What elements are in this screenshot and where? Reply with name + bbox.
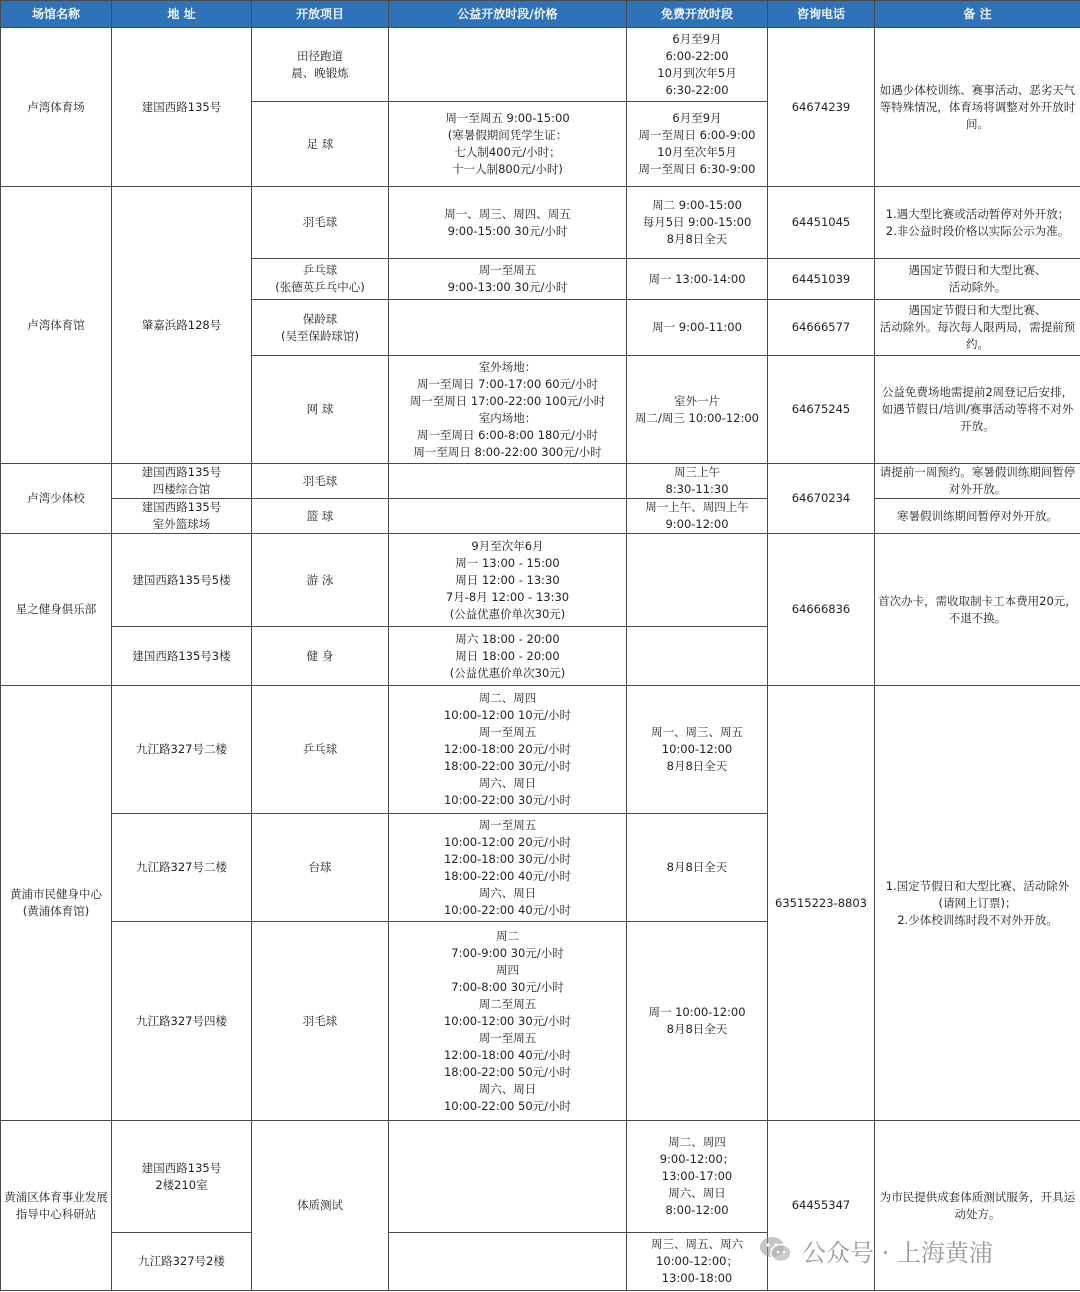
price-cell: 周二 7:00-9:00 30元/小时 周四 7:00-8:00 30元/小时 周二至周五 10:00-12:00 30元/小时 周一至周五 12:00-18:00 40元/小时 18:00-22:00 50元/小时 周六、周日 10:00-22:00 50元/小时 [389, 922, 627, 1121]
free-cell: 周三、周五、周六 10:00-12:00； 13:00-18:00 [627, 1233, 768, 1291]
item-cell: 田径跑道 晨、晚锻炼 [252, 28, 389, 102]
venue-name: 卢湾少体校 [1, 464, 112, 534]
price-cell: 周二、周四 10:00-12:00 10元/小时 周一至周五 12:00-18:00 20元/小时 18:00-22:00 30元/小时 周六、周日 10:00-22:00 30元/小时 [389, 686, 627, 814]
price-cell [389, 1233, 627, 1291]
header-venue: 场馆名称 [1, 1, 112, 28]
free-cell: 周一 9:00-11:00 [627, 300, 768, 356]
item-cell: 健 身 [252, 627, 389, 686]
table-row [1, 464, 1080, 499]
note-cell: 寒暑假训练期间暂停对外开放。 [875, 499, 1080, 534]
free-cell: 周二、周四 9:00-12:00； 13:00-17:00 周六、周日 8:00-12:00 [627, 1121, 768, 1233]
venue-name: 黄浦区体育事业发展 指导中心科研站 [1, 1121, 112, 1291]
item-cell: 台球 [252, 814, 389, 922]
free-cell: 周三上午 8:30-11:30 [627, 464, 768, 499]
note-cell: 遇国定节假日和大型比赛、 活动除外。每次每人限两局，需提前预约。 [875, 300, 1080, 356]
phone-cell: 64674239 [768, 28, 875, 187]
free-cell: 6月至9月 6:00-22:00 10月到次年5月 6:30-22:00 [627, 28, 768, 102]
note-cell: 1.国定节假日和大型比赛、活动除外 (请网上订票)； 2.少体校训练时段不对外开放。 [875, 686, 1080, 1121]
table-row [1, 686, 1080, 814]
note-cell: 首次办卡，需收取制卡工本费用20元，不退不换。 [875, 534, 1080, 686]
free-cell: 周一 10:00-12:00 8月8日全天 [627, 922, 768, 1121]
phone-cell: 64666836 [768, 534, 875, 686]
phone-cell: 64666577 [768, 300, 875, 356]
venue-address: 建国西路135号3楼 [112, 627, 252, 686]
phone-cell: 64670234 [768, 464, 875, 534]
phone-cell: 63515223-8803 [768, 686, 875, 1121]
free-cell [627, 627, 768, 686]
note-cell: 请提前一周预约。寒暑假训练期间暂停对外开放。 [875, 464, 1080, 499]
item-cell: 羽毛球 [252, 187, 389, 259]
note-cell: 遇国定节假日和大型比赛、 活动除外。 [875, 259, 1080, 300]
venue-name: 黄浦市民健身中心 (黄浦体育馆) [1, 686, 112, 1121]
price-cell: 周一至周五 10:00-12:00 20元/小时 12:00-18:00 30元/小时 18:00-22:00 40元/小时 周六、周日 10:00-22:00 40元/小时 [389, 814, 627, 922]
phone-cell: 64451039 [768, 259, 875, 300]
table-row [1, 28, 1080, 102]
price-cell [389, 28, 627, 102]
price-cell: 周一、周三、周四、周五 9:00-15:00 30元/小时 [389, 187, 627, 259]
venue-name: 卢湾体育场 [1, 28, 112, 187]
price-cell: 周一至周五 9:00-13:00 30元/小时 [389, 259, 627, 300]
item-cell: 保龄球 (吴至保龄球馆) [252, 300, 389, 356]
item-cell: 体质测试 [252, 1121, 389, 1291]
price-cell: 周一至周五 9:00-15:00 (寒暑假期间凭学生证： 七人制400元/小时； 十一人制800元/小时) [389, 102, 627, 187]
header-item: 开放项目 [252, 1, 389, 28]
header-free: 免费开放时段 [627, 1, 768, 28]
free-cell: 周一、周三、周五 10:00-12:00 8月8日全天 [627, 686, 768, 814]
price-cell [389, 464, 627, 499]
free-cell: 室外一片 周二/周三 10:00-12:00 [627, 356, 768, 464]
free-cell: 6月至9月 周一至周日 6:00-9:00 10月至次年5月 周一至周日 6:30-9:00 [627, 102, 768, 187]
venue-address: 九江路327号四楼 [112, 922, 252, 1121]
price-cell: 周六 18:00 - 20:00 周日 18:00 - 20:00 (公益优惠价单次30元) [389, 627, 627, 686]
venue-name: 星之健身俱乐部 [1, 534, 112, 686]
note-cell: 公益免费场地需提前2周登记后安排，如遇节假日/培训/赛事活动等将不对外开放。 [875, 356, 1080, 464]
item-cell: 乒乓球 (张德英乒乓中心) [252, 259, 389, 300]
item-cell: 网 球 [252, 356, 389, 464]
phone-cell: 64455347 [768, 1121, 875, 1291]
phone-cell: 64675245 [768, 356, 875, 464]
price-cell [389, 499, 627, 534]
free-cell [627, 534, 768, 627]
table-row [1, 187, 1080, 259]
free-cell: 周一 13:00-14:00 [627, 259, 768, 300]
venue-address: 九江路327号2楼 [112, 1233, 252, 1291]
price-cell: 9月至次年6月 周一 13:00 - 15:00 周日 12:00 - 13:30 7月-8月 12:00 - 13:30 (公益优惠价单次30元) [389, 534, 627, 627]
venue-address: 建国西路135号 [112, 28, 252, 187]
item-cell: 篮 球 [252, 499, 389, 534]
venue-address: 建国西路135号 2楼210室 [112, 1121, 252, 1233]
item-cell: 足 球 [252, 102, 389, 187]
header-price: 公益开放时段/价格 [389, 1, 627, 28]
header-note: 备 注 [875, 1, 1080, 28]
watermark-text: 公众号 · 上海黄浦 [802, 1238, 993, 1267]
item-cell: 游 泳 [252, 534, 389, 627]
venue-address: 肇嘉浜路128号 [112, 187, 252, 464]
price-cell: 室外场地： 周一至周日 7:00-17:00 60元/小时 周一至周日 17:00-22:00 100元/小时 室内场地： 周一至周日 6:00-8:00 180元/小时 周一至周日 8:00-22:00 300元/小时 [389, 356, 627, 464]
note-cell: 如遇少体校训练、赛事活动、恶劣天气等特殊情况，体育场将调整对外开放时间。 [875, 28, 1080, 187]
venue-address: 建国西路135号 室外篮球场 [112, 499, 252, 534]
price-cell [389, 1121, 627, 1233]
venue-name: 卢湾体育馆 [1, 187, 112, 464]
phone-cell: 64451045 [768, 187, 875, 259]
table-row [1, 1121, 1080, 1233]
table-row [1, 534, 1080, 627]
price-cell [389, 300, 627, 356]
venue-address: 九江路327号二楼 [112, 686, 252, 814]
item-cell: 羽毛球 [252, 464, 389, 499]
free-cell: 周一上午、周四上午 9:00-12:00 [627, 499, 768, 534]
venue-address: 九江路327号二楼 [112, 814, 252, 922]
item-cell: 羽毛球 [252, 922, 389, 1121]
note-cell: 为市民提供成套体质测试服务，开具运动处方。 [875, 1121, 1080, 1291]
venue-address: 建国西路135号 四楼综合馆 [112, 464, 252, 499]
note-cell: 1.遇大型比赛或活动暂停对外开放； 2.非公益时段价格以实际公示为准。 [875, 187, 1080, 259]
header-row [1, 1, 1080, 28]
header-phone: 咨询电话 [768, 1, 875, 28]
venue-address: 建国西路135号5楼 [112, 534, 252, 627]
header-address: 地 址 [112, 1, 252, 28]
item-cell: 乒乓球 [252, 686, 389, 814]
table-row [1, 499, 1080, 534]
free-cell: 8月8日全天 [627, 814, 768, 922]
free-cell: 周二 9:00-15:00 每月5日 9:00-15:00 8月8日全天 [627, 187, 768, 259]
watermark [758, 1230, 1058, 1270]
wechat-icon [758, 1235, 794, 1265]
